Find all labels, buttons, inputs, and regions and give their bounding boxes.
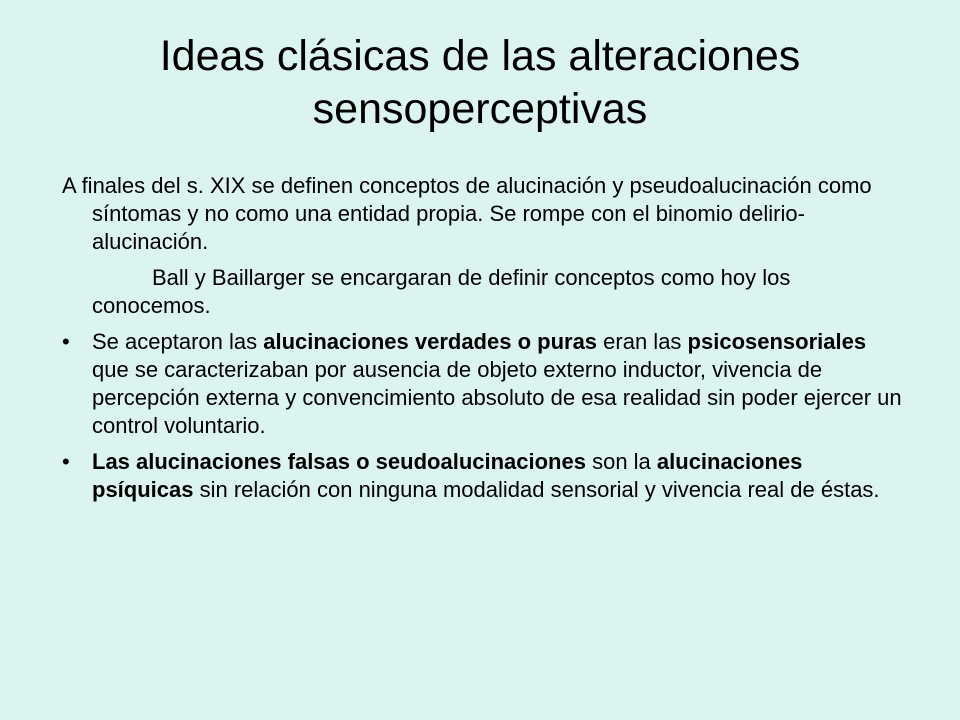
bullet-item [62, 448, 902, 504]
bullet-text: sin relación con ninguna modalidad sensorial y vivencia real de éstas. [193, 477, 880, 502]
bullet-bold-term: psicosensoriales [687, 329, 867, 354]
bullet-marker: • [62, 449, 70, 474]
slide-title: Ideas clásicas de las alteraciones sensoperceptivas [159, 32, 801, 133]
bullet-bold-term: alucinaciones verdades o puras [263, 329, 598, 354]
intro-paragraph: A finales del s. XIX se definen conceptos de alucinación y pseudoalucinación como síntomas y no como una entidad propia. Se rompe con el binomio delirio-alucinación. [62, 173, 872, 254]
bullet-marker: • [62, 329, 70, 354]
slide-body [62, 172, 902, 512]
note-paragraph: Ball y Baillarger se encargaran de definir conceptos como hoy los conocemos. [92, 265, 791, 318]
bullet-text: eran las [597, 329, 688, 354]
bullet-bold-term: Las alucinaciones falsas o seudoalucinaciones [92, 449, 586, 474]
bullet-text: que se caracterizaban por ausencia de objeto externo inductor, vivencia de percepción externa y convencimiento absoluto de esa realidad sin poder ejercer un control voluntario. [92, 357, 902, 438]
bullet-bold-term: alucinaciones psíquicas [92, 449, 803, 502]
bullet-text: Se aceptaron las [92, 329, 264, 354]
bullet-text: son la [585, 449, 657, 474]
bullet-item [62, 328, 902, 440]
